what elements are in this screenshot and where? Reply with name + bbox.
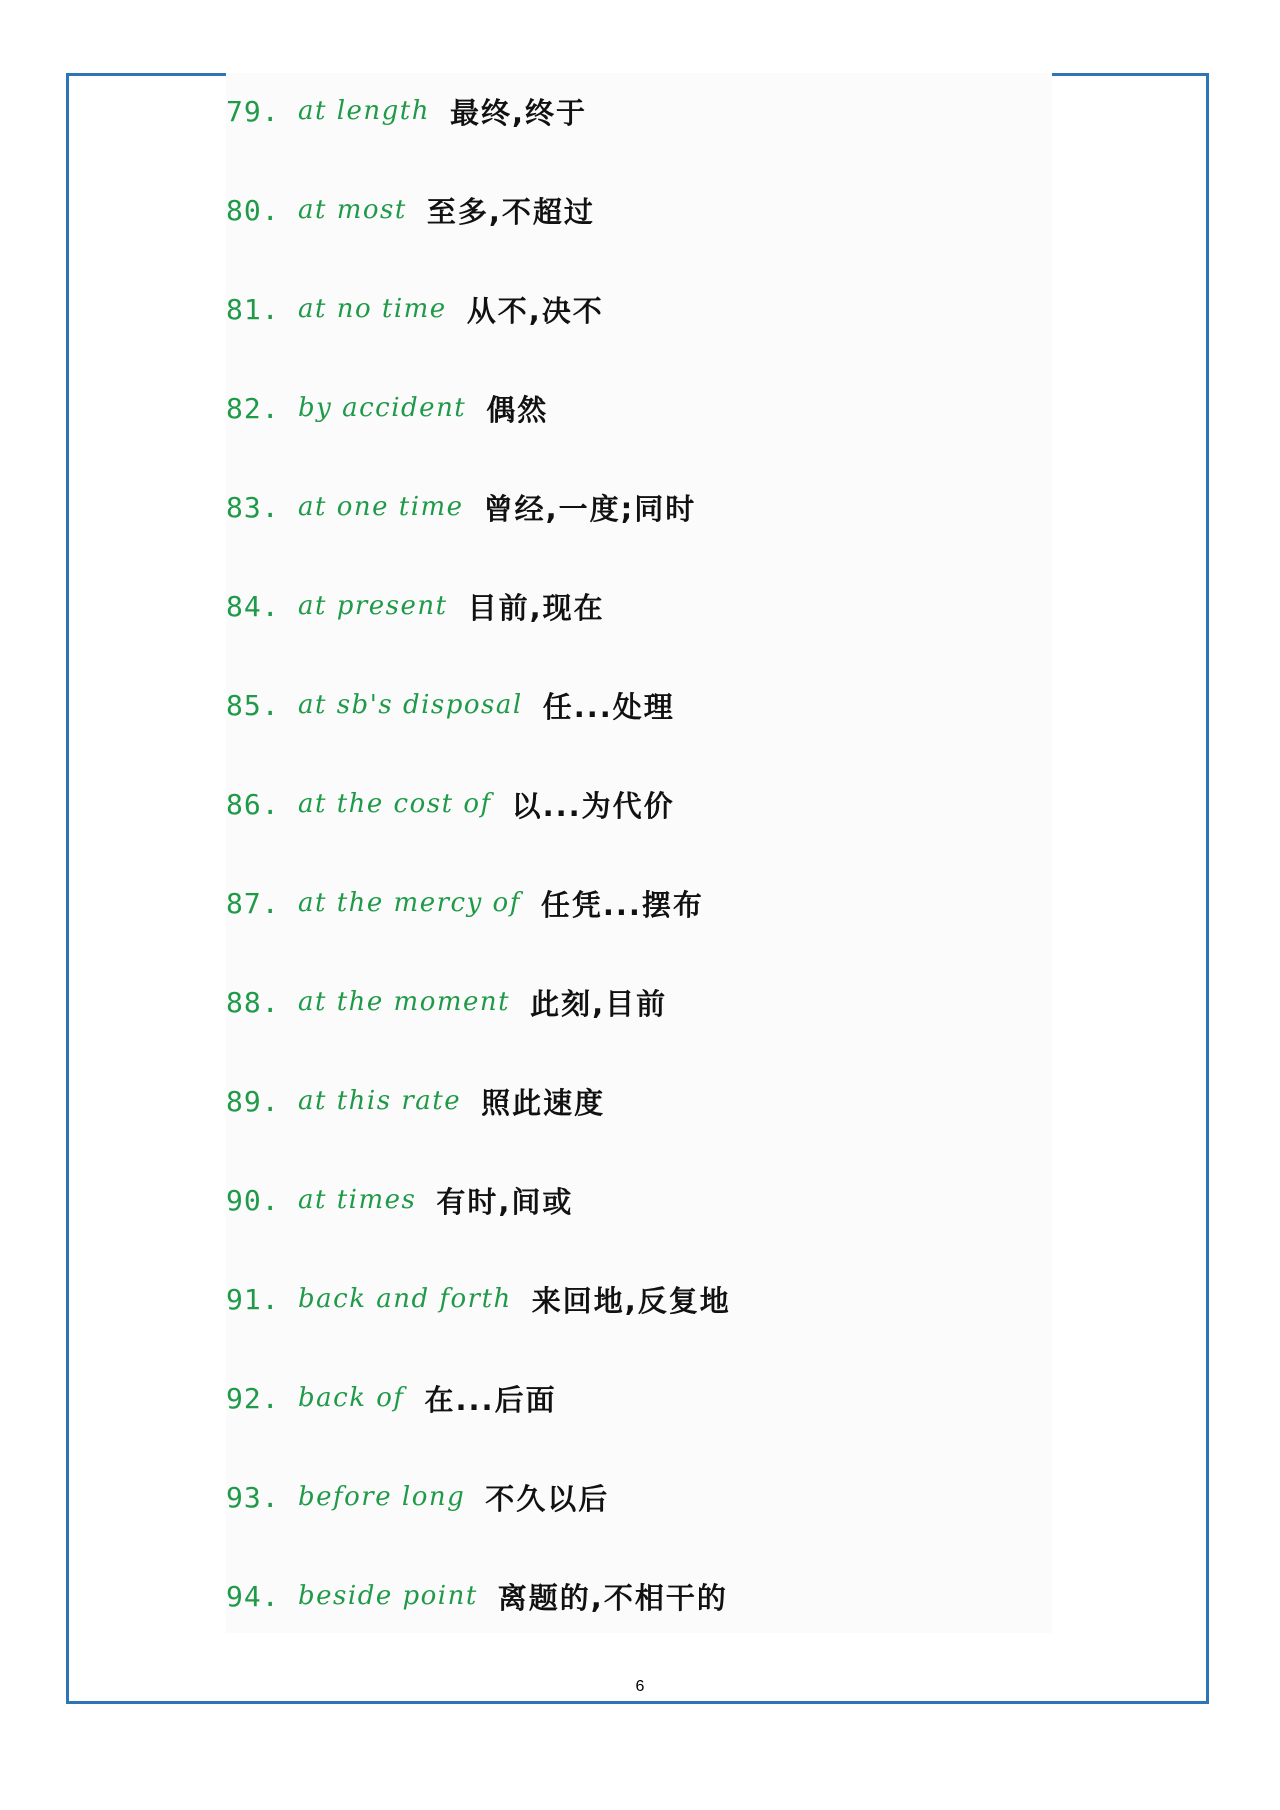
entry-number: 92. <box>226 1381 280 1415</box>
entry-number: 91. <box>226 1282 280 1316</box>
entry-phrase: at the moment <box>298 987 511 1017</box>
entry-number: 83. <box>226 490 280 524</box>
entry-phrase: at the cost of <box>298 789 492 819</box>
entry-meaning: 最终,终于 <box>450 95 588 130</box>
entry-number: 85. <box>226 688 280 722</box>
entry-meaning: 有时,间或 <box>436 1184 574 1219</box>
entry-phrase: back and forth <box>298 1284 512 1314</box>
entry-phrase: at the mercy of <box>298 888 521 918</box>
entry-meaning: 至多,不超过 <box>426 194 595 229</box>
entry-meaning: 离题的,不相干的 <box>497 1580 728 1615</box>
list-item <box>226 1566 728 1626</box>
entry-meaning: 曾经,一度;同时 <box>483 491 697 526</box>
list-item <box>226 873 704 933</box>
entry-phrase: at most <box>298 195 407 225</box>
list-item <box>226 1467 609 1527</box>
entry-number: 80. <box>226 193 280 227</box>
entry-meaning: 照此速度 <box>481 1085 606 1120</box>
list-item <box>226 972 667 1032</box>
entry-phrase: beside point <box>298 1581 478 1611</box>
entry-meaning: 任凭...摆布 <box>540 887 704 922</box>
entry-phrase: at present <box>298 591 448 621</box>
list-item <box>226 576 605 636</box>
list-item <box>226 81 587 141</box>
entry-phrase: at this rate <box>298 1086 462 1116</box>
entry-phrase: by accident <box>298 393 467 423</box>
list-item <box>226 1170 573 1230</box>
list-item <box>226 1368 557 1428</box>
entry-meaning: 此刻,目前 <box>530 986 668 1021</box>
list-item <box>226 1071 605 1131</box>
entry-number: 81. <box>226 292 280 326</box>
entry-meaning: 以...为代价 <box>511 788 675 823</box>
list-item <box>226 378 548 438</box>
list-item <box>226 180 595 240</box>
entry-number: 79. <box>226 94 280 128</box>
entry-number: 82. <box>226 391 280 425</box>
entry-number: 84. <box>226 589 280 623</box>
entry-number: 86. <box>226 787 280 821</box>
page-number: 6 <box>635 1678 645 1695</box>
entry-meaning: 来回地,反复地 <box>531 1283 731 1318</box>
entry-number: 88. <box>226 985 280 1019</box>
entry-meaning: 从不,决不 <box>466 293 604 328</box>
entry-phrase: at sb's disposal <box>298 690 523 720</box>
list-item <box>226 774 675 834</box>
entry-phrase: at times <box>298 1185 417 1215</box>
entry-meaning: 任...处理 <box>542 689 675 724</box>
entry-meaning: 偶然 <box>486 392 549 427</box>
entry-number: 87. <box>226 886 280 920</box>
list-item <box>226 477 696 537</box>
list-item <box>226 675 675 735</box>
entry-phrase: at one time <box>298 492 464 522</box>
entry-phrase: at length <box>298 96 430 126</box>
list-item <box>226 1269 731 1329</box>
entry-number: 93. <box>226 1480 280 1514</box>
entry-meaning: 目前,现在 <box>467 590 605 625</box>
entry-meaning: 不久以后 <box>485 1481 610 1516</box>
entry-number: 94. <box>226 1579 280 1613</box>
entry-number: 90. <box>226 1183 280 1217</box>
entry-number: 89. <box>226 1084 280 1118</box>
entry-phrase: before long <box>298 1482 466 1512</box>
list-item <box>226 279 604 339</box>
entry-phrase: back of <box>298 1383 405 1413</box>
entry-meaning: 在...后面 <box>424 1382 557 1417</box>
entry-phrase: at no time <box>298 294 447 324</box>
